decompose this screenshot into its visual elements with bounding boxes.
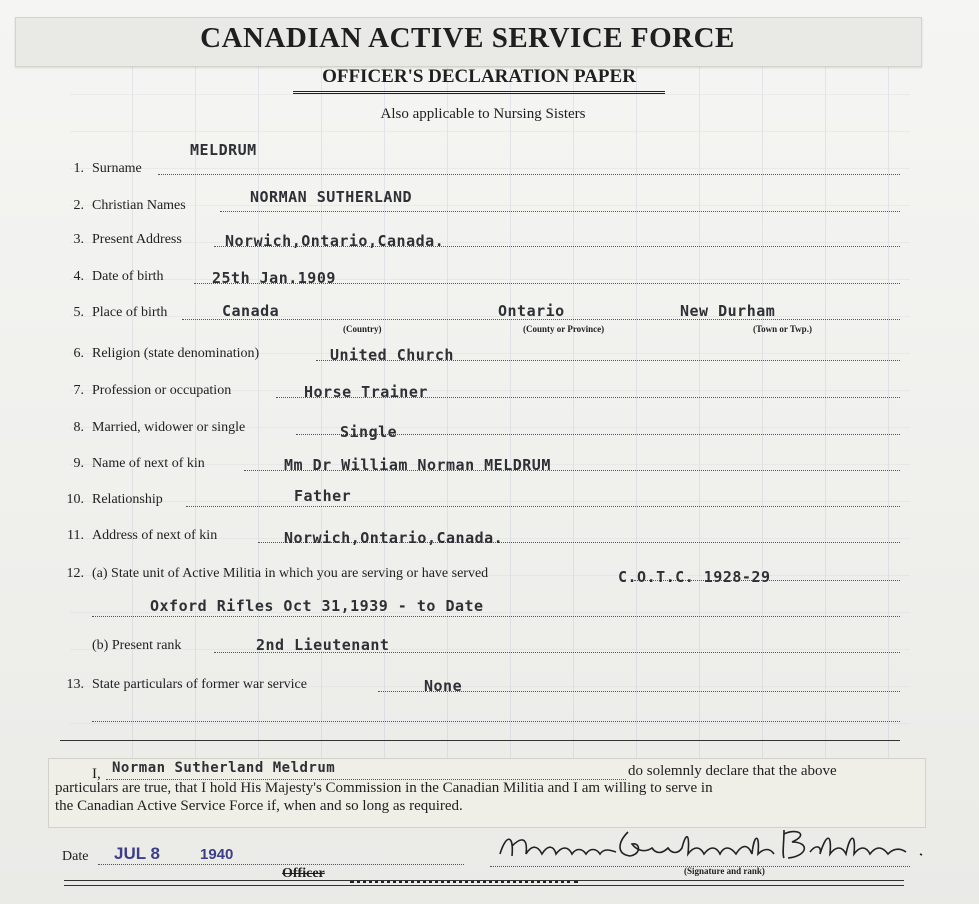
field-label: Christian Names bbox=[92, 198, 186, 213]
field-label: Religion (state denomination) bbox=[92, 346, 260, 361]
declaration-line-3: the Canadian Active Service Force if, when and so long as required. bbox=[55, 798, 463, 814]
date-line bbox=[98, 864, 464, 865]
field-number: 8. bbox=[73, 420, 84, 435]
field-label: Address of next of kin bbox=[92, 528, 218, 543]
field-label: Place of birth bbox=[92, 305, 168, 320]
field-label: Relationship bbox=[92, 492, 163, 507]
militia-value-2: Oxford Rifles Oct 31,1939 - to Date bbox=[150, 597, 484, 615]
field-number: 2. bbox=[73, 198, 84, 213]
field-label: (b) Present rank bbox=[92, 638, 182, 653]
date-label: Date bbox=[62, 849, 89, 864]
field-number: 5. bbox=[73, 305, 84, 320]
form-title: CANADIAN ACTIVE SERVICE FORCE bbox=[200, 22, 735, 54]
fill-line bbox=[92, 616, 900, 617]
country-caption: (Country) bbox=[343, 324, 382, 334]
field-label: (a) State unit of Active Militia in which you are serving or have served bbox=[92, 566, 489, 581]
field-marital-status bbox=[0, 420, 979, 442]
field-number: 4. bbox=[73, 269, 84, 284]
bottom-rule bbox=[64, 880, 904, 881]
field-number: 1. bbox=[73, 161, 84, 176]
field-number: 11. bbox=[67, 528, 84, 543]
birth-county-value: Ontario bbox=[498, 302, 565, 320]
field-war-service bbox=[0, 677, 979, 725]
surname-value: MELDRUM bbox=[190, 141, 257, 159]
field-label: Married, widower or single bbox=[92, 420, 246, 435]
applicability-note: Also applicable to Nursing Sisters bbox=[380, 106, 586, 122]
marital-value: Single bbox=[340, 423, 398, 441]
field-christian-names bbox=[0, 188, 979, 217]
field-number: 12. bbox=[66, 566, 84, 581]
field-surname bbox=[0, 141, 979, 180]
date-stamp: JUL 8 bbox=[114, 844, 160, 863]
christian-names-value: NORMAN SUTHERLAND bbox=[250, 188, 413, 206]
field-address bbox=[0, 232, 979, 254]
field-number: 3. bbox=[73, 232, 84, 247]
fill-line bbox=[92, 721, 900, 722]
birth-country-value: Canada bbox=[222, 302, 280, 320]
militia-value-1: C.O.T.C. 1928-29 bbox=[618, 568, 771, 586]
declaration-prefix: I, bbox=[92, 766, 101, 782]
fill-line bbox=[186, 506, 900, 507]
religion-value: United Church bbox=[330, 346, 454, 364]
field-rank bbox=[0, 638, 979, 660]
field-birth-place bbox=[0, 302, 979, 339]
form-subtitle: OFFICER'S DECLARATION PAPER bbox=[293, 66, 665, 94]
town-caption: (Town or Twp.) bbox=[753, 324, 812, 334]
war-service-value: None bbox=[424, 677, 463, 695]
field-profession bbox=[0, 383, 979, 405]
kin-address-value: Norwich,Ontario,Canada. bbox=[284, 529, 504, 547]
crossed-out-word: Officer bbox=[282, 866, 325, 881]
field-label: Profession or occupation bbox=[92, 383, 232, 398]
bottom-rule-2 bbox=[64, 885, 904, 886]
birth-town-value: New Durham bbox=[680, 302, 776, 320]
field-number: 13. bbox=[66, 677, 84, 692]
field-kin-address bbox=[0, 528, 979, 550]
signature-image bbox=[492, 824, 932, 868]
field-label: Surname bbox=[92, 161, 142, 176]
field-label: Name of next of kin bbox=[92, 456, 205, 471]
year-stamp: 1940 bbox=[200, 846, 234, 863]
field-next-of-kin bbox=[0, 456, 979, 478]
field-number: 10. bbox=[66, 492, 84, 507]
fill-line bbox=[220, 211, 900, 212]
signature-caption: (Signature and rank) bbox=[684, 866, 765, 876]
field-label: State particulars of former war service bbox=[92, 677, 307, 692]
field-label: Date of birth bbox=[92, 269, 164, 284]
county-caption: (County or Province) bbox=[523, 324, 605, 334]
declaration-line-1: do solemnly declare that the above bbox=[628, 763, 837, 779]
profession-value: Horse Trainer bbox=[304, 383, 428, 401]
declaration-line-2: particulars are true, that I hold His Majesty's Commission in the Canadian Militia and I am willing to serve in bbox=[55, 780, 713, 796]
field-birth-date bbox=[0, 269, 979, 291]
rank-value: 2nd Lieutenant bbox=[256, 636, 390, 654]
next-of-kin-value: Mm Dr William Norman MELDRUM bbox=[284, 456, 551, 474]
relationship-value: Father bbox=[294, 487, 352, 505]
field-religion bbox=[0, 346, 979, 368]
field-relationship bbox=[0, 487, 979, 514]
address-value: Norwich,Ontario,Canada. bbox=[225, 232, 445, 250]
declarant-name: Norman Sutherland Meldrum bbox=[112, 760, 336, 776]
birth-date-value: 25th Jan.1909 bbox=[212, 269, 336, 287]
field-number: 9. bbox=[73, 456, 84, 471]
field-militia bbox=[0, 566, 979, 626]
fill-line bbox=[158, 174, 900, 175]
field-number: 7. bbox=[73, 383, 84, 398]
section-divider bbox=[60, 740, 900, 741]
field-label: Present Address bbox=[92, 232, 182, 247]
field-number: 6. bbox=[73, 346, 84, 361]
